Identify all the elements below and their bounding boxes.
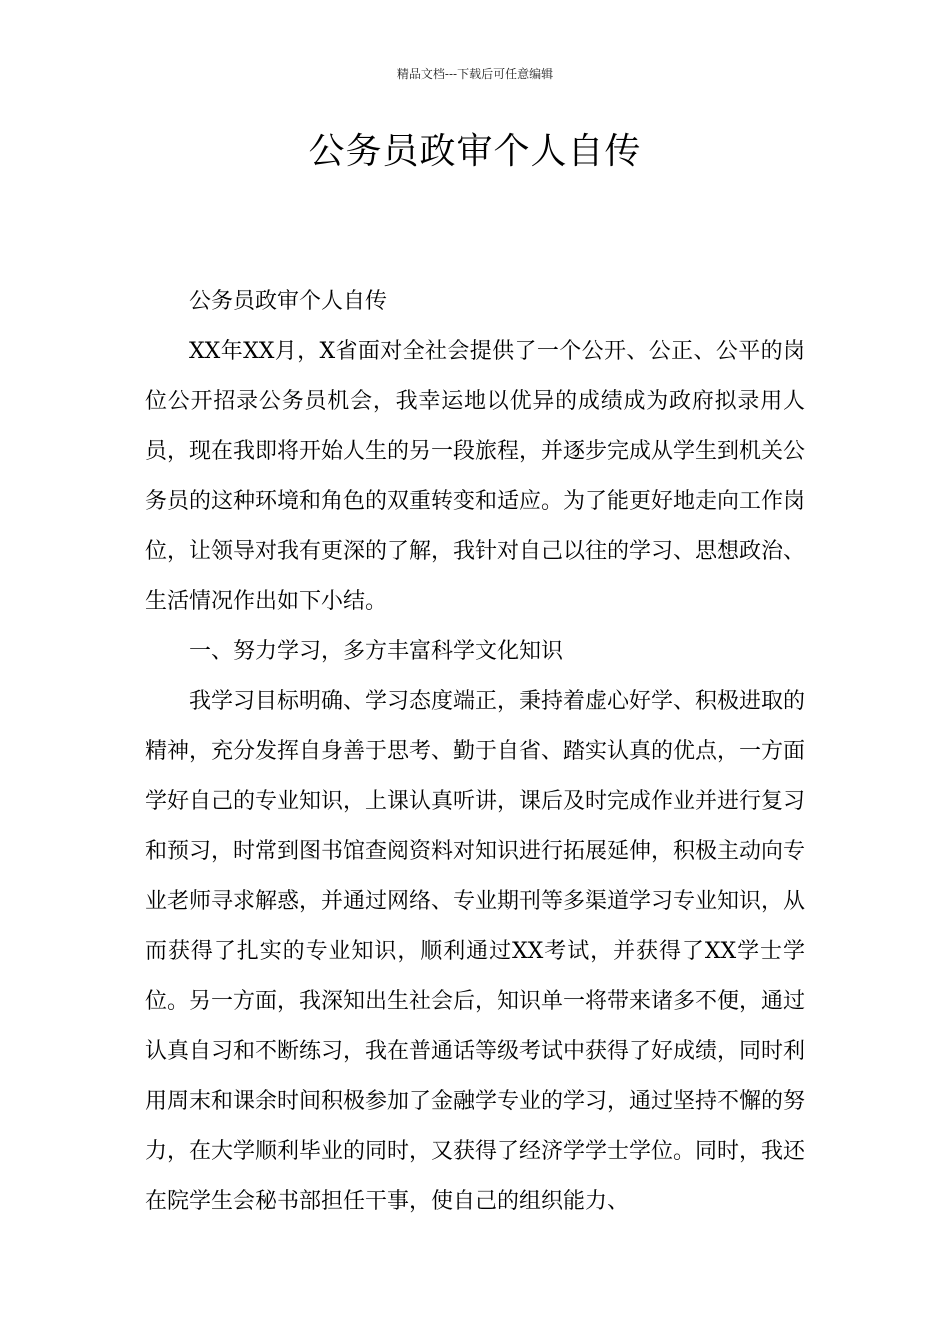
paragraph-subtitle: 公务员政审个人自传	[189, 289, 388, 314]
paragraph-study: 我学习目标明确、学习态度端正，秉持着虚心好学、积极进取的精神，充分发挥自身善于思考、勤于自省、踏实认真的优点，一方面学好自己的专业知识，上课认真听讲，课后及时完成作业并进行复习和预习，时常到图书馆查阅资料对知识进行拓展延伸，积极主动向专业老师寻求解惑，并通过网络、专业期刊等多渠道学习专业知识，从而获得了扎实的专业知识，顺利通过XX考试，并获得了XX学士学位。另一方面，我深知出生社会后，知识单一将带来诸多不便，通过认真自习和不断练习，我在普通话等级考试中获得了好成绩，同时利用周末和课余时间积极参加了金融学专业的学习，通过坚持不懈的努力，在大学顺利毕业的同时，又获得了经济学学士学位。同时，我还在院学生会秘书部担任干事，使自己的组织能力、	[145, 689, 806, 1214]
section-heading-1: 一、努力学习，多方丰富科学文化知识	[189, 639, 564, 664]
document-title: 公务员政审个人自传	[308, 131, 642, 172]
header-note: 精品文档---下载后可任意编辑	[396, 67, 554, 81]
paragraph-intro: XX年XX月，X省面对全社会提供了一个公开、公正、公平的岗位公开招录公务员机会，我幸运地以优异的成绩成为政府拟录用人员，现在我即将开始人生的另一段旅程，并逐步完成从学生到机关公务员的这种环境和角色的双重转变和适应。为了能更好地走向工作岗位，让领导对我有更深的了解，我针对自己以往的学习、思想政治、生活情况作出如下小结。	[145, 339, 806, 614]
document-body	[145, 277, 805, 1227]
